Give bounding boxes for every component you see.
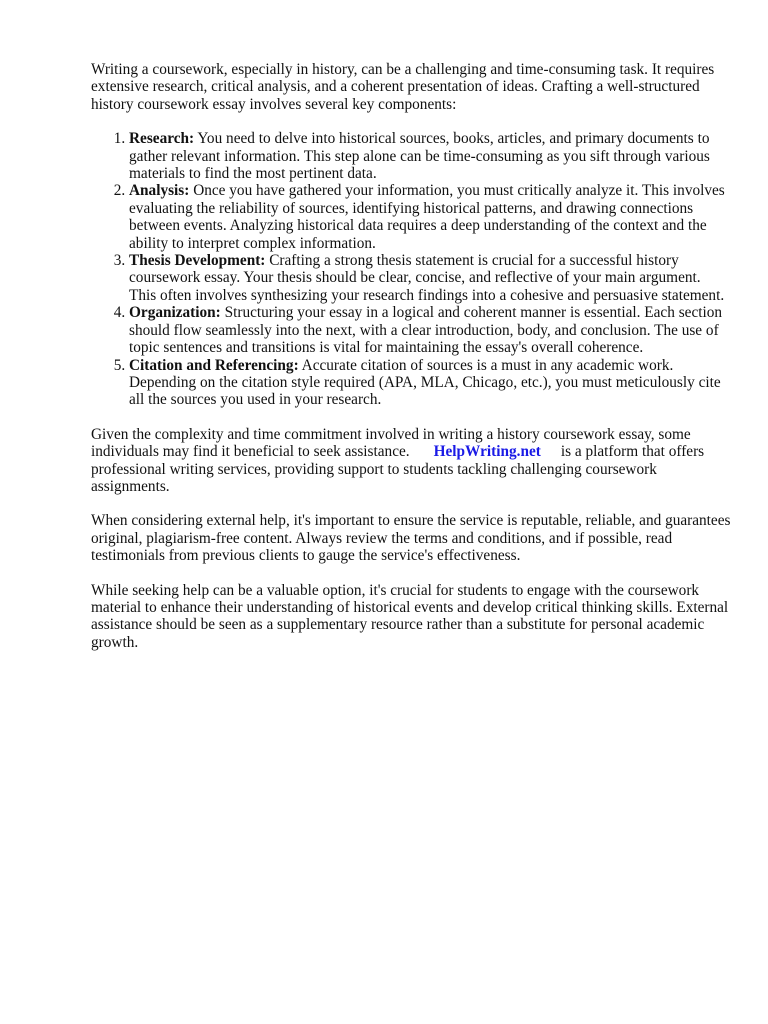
list-item-analysis (129, 182, 731, 252)
list-item-thesis-development (129, 252, 731, 304)
list-item-term: Organization: (129, 304, 221, 322)
list-item-text: Accurate citation of sources is a must in any academic work. Depending on the citation style required (APA, MLA, Chicago, etc.), you must meticulously cite all the sources you used in your research. (129, 356, 721, 409)
list-item-research (129, 130, 731, 182)
list-item-text: Structuring your essay in a logical and coherent manner is essential. Each section should flow seamlessly into the next, with a clear introduction, body, and conclusion. The use of topic sentences and transitions is vital for maintaining the essay's overall coherence. (129, 304, 723, 357)
components-list (91, 130, 731, 409)
list-item-term: Thesis Development: (129, 252, 266, 270)
closing-paragraph: While seeking help can be a valuable option, it's crucial for students to engage with the coursework material to enhance their understanding of historical events and develop critical thinking skills. External assistance should be seen as a supplementary resource rather than a substitute for personal academic growth. (91, 581, 729, 651)
list-item-term: Analysis: (129, 182, 190, 200)
list-item-text: You need to delve into historical sources, books, articles, and primary documents to gather relevant information. This step alone can be time-consuming as you sift through various materials to find the most pertinent data. (129, 130, 710, 183)
helpwriting-link[interactable]: HelpWriting.net (433, 443, 541, 461)
list-item-text: Once you have gathered your information, you must critically analyze it. This involves evaluating the reliability of sources, identifying historical patterns, and drawing connections between events. Analyzing historical data requires a deep understanding of the context and the ability to interpret complex information. (129, 182, 725, 252)
assistance-paragraph (91, 426, 731, 496)
list-item-term: Citation and Referencing: (129, 356, 299, 374)
assistance-text-after: is a platform that offers professional writing services, providing support to students tackling challenging coursework assignments. (91, 443, 705, 495)
list-item-text: Crafting a strong thesis statement is crucial for a successful history coursework essay. Your thesis should be clear, concise, and reflective of your main argument. This often involves synthesizing your research findings into a cohesive and persuasive statement. (129, 252, 725, 304)
list-item-term: Research: (129, 130, 195, 148)
list-item-organization (129, 304, 731, 356)
external-help-paragraph: When considering external help, it's important to ensure the service is reputable, reliable, and guarantees original, plagiarism-free content. Always review the terms and conditions, and if possible, read testimonials from previous clients to gauge the service's effectiveness. (91, 512, 731, 565)
document-page (91, 61, 731, 668)
intro-paragraph: Writing a coursework, especially in history, can be a challenging and time-consuming task. It requires extensive research, critical analysis, and a coherent presentation of ideas. Crafting a well-structured history coursework essay involves several key components: (91, 61, 715, 113)
list-item-citation (129, 357, 731, 409)
assistance-text-before: Given the complexity and time commitment involved in writing a history coursework essay, some individuals may find it beneficial to seek assistance. (91, 425, 691, 461)
